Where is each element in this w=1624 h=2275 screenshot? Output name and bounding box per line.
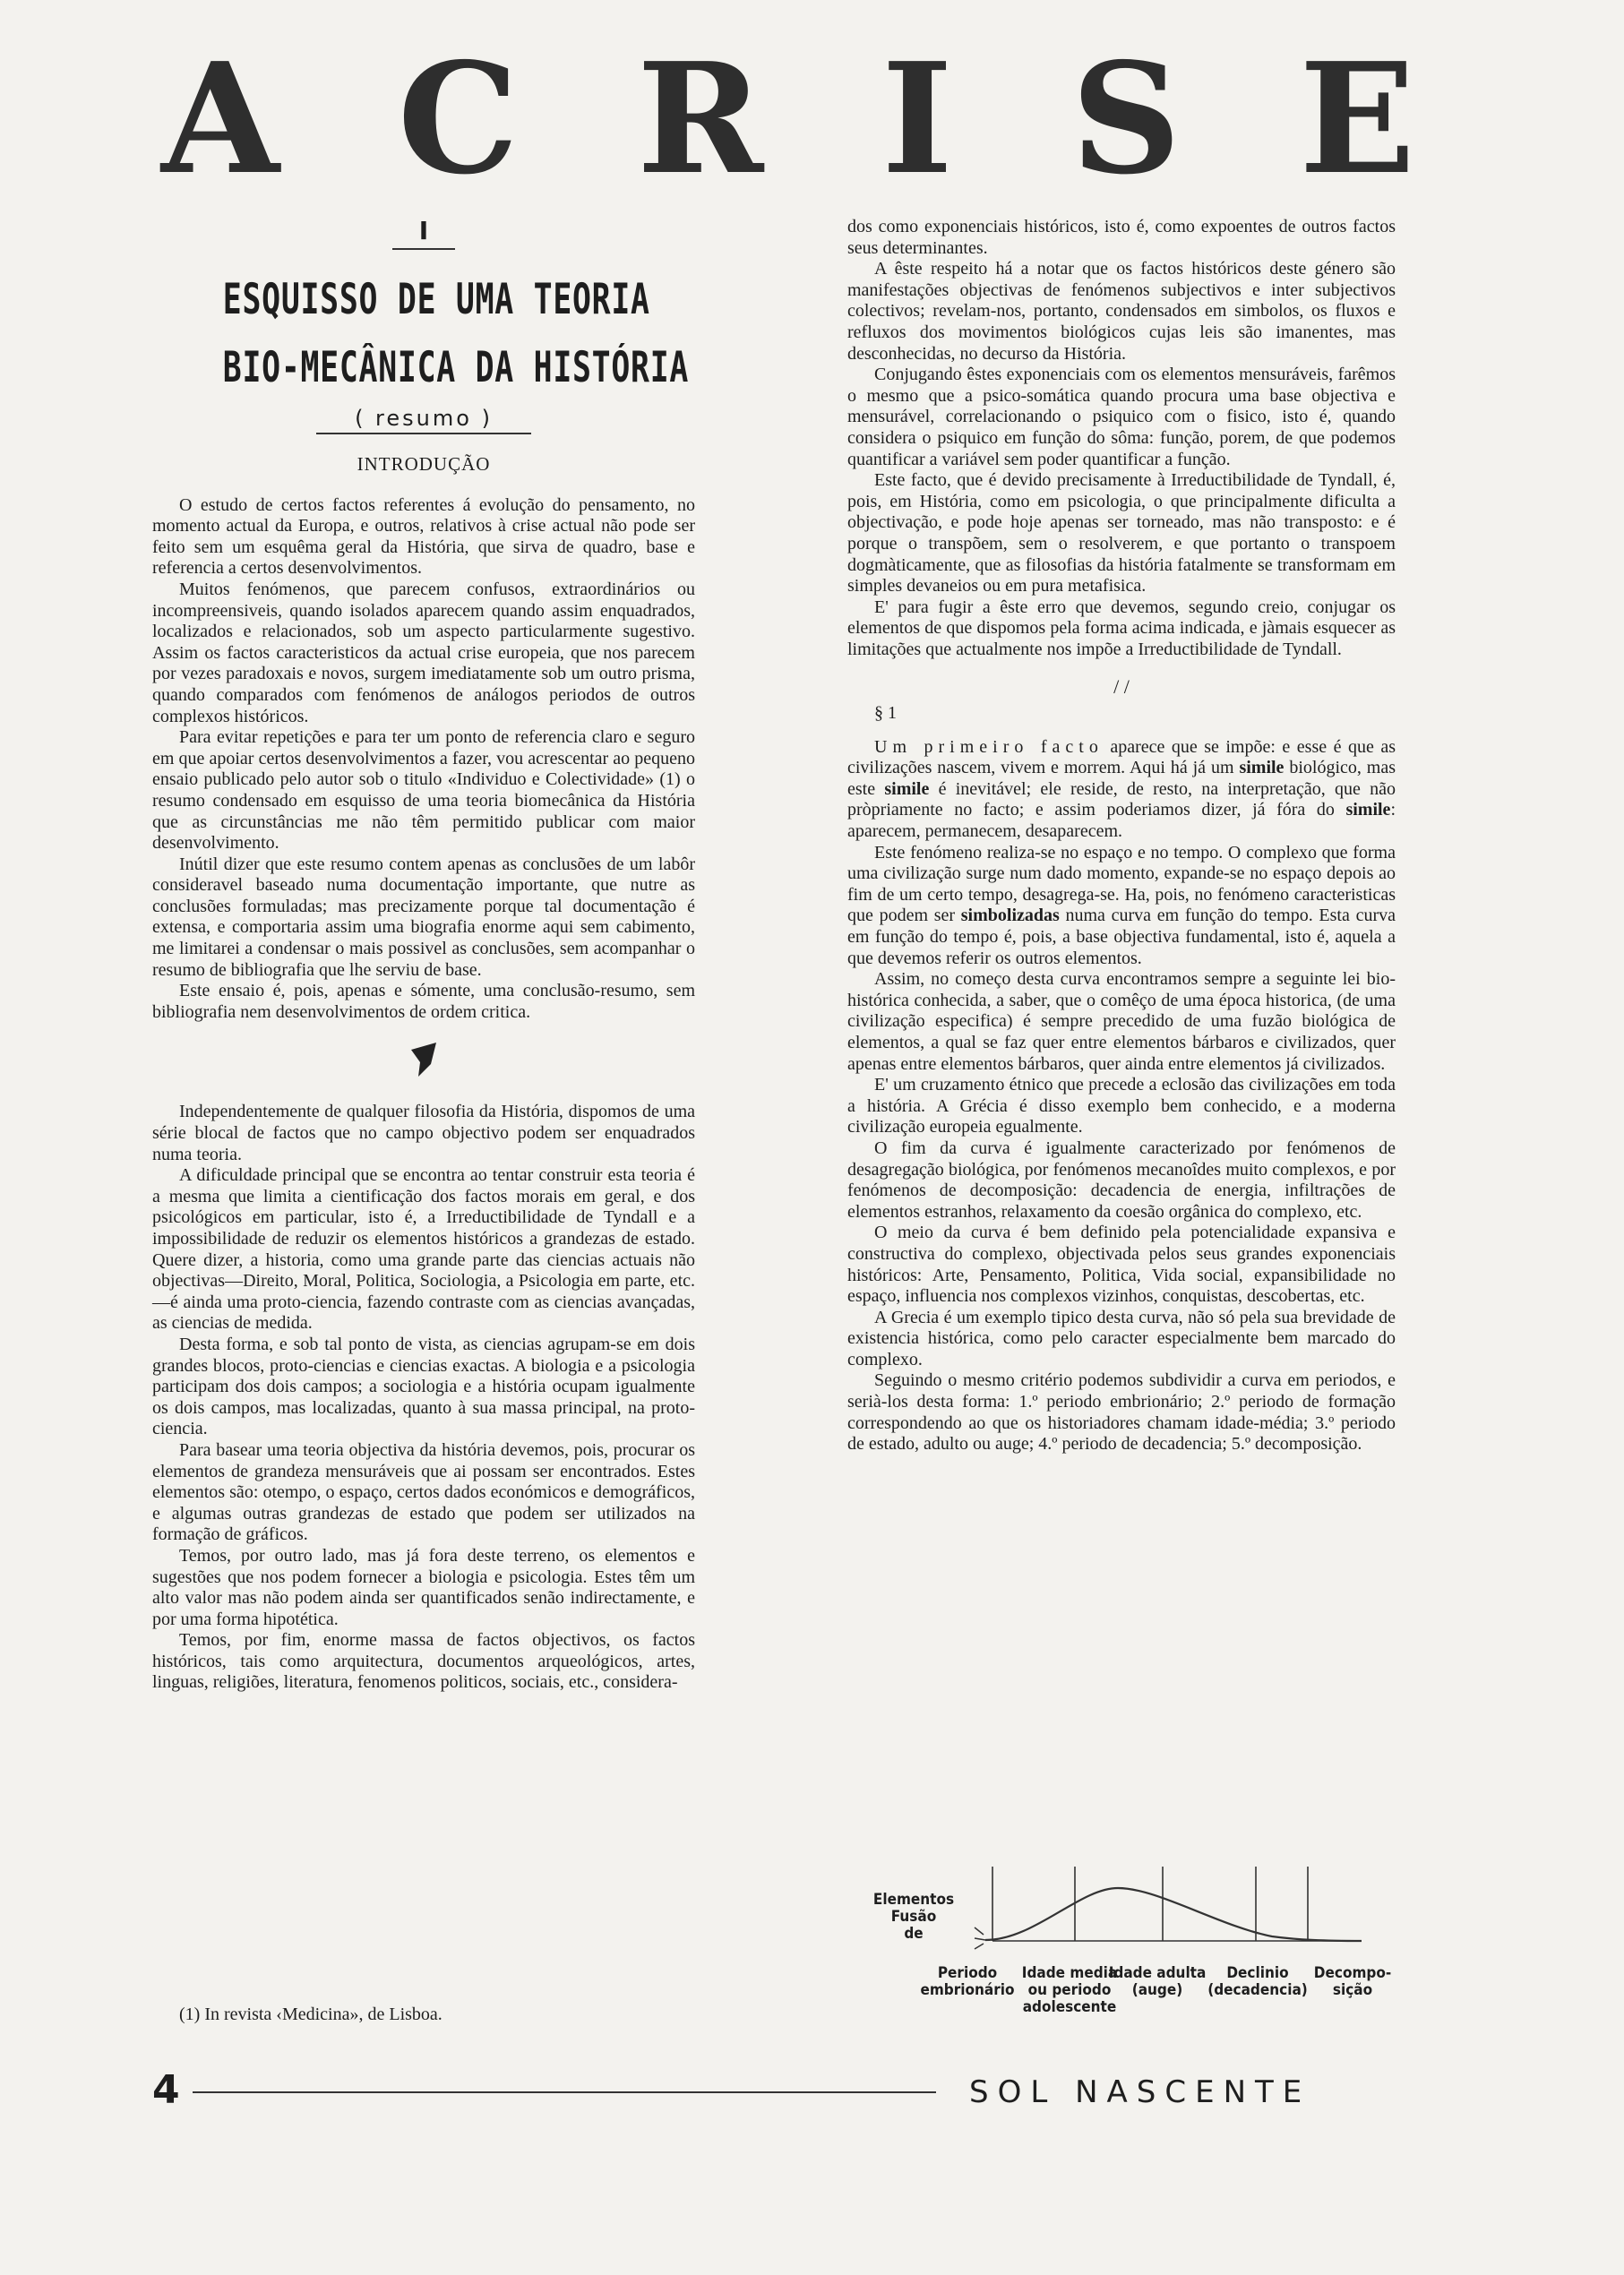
paragraph: Temos, por outro lado, mas já fora deste terreno, os elementos e sugestões que nos podem fornecer a biologia e psicologia. Estes têm um alto valor mas não podem ainda ser quantificados senão indirectamente, e por uma forma hipotética. bbox=[152, 1545, 695, 1629]
paragraph: Conjugando êstes exponenciais com os elementos mensuráveis, farêmos o mesmo que a psico-somática quando procura uma base objectiva e mensurável, correlacionando o psiquico com o fisico, isto é, quando considera o psiquico em função do sôma: função, porem, de que podemos quantificar a variável sem poder quantificar a função. bbox=[847, 365, 1396, 469]
paragraph: Muitos fenómenos, que parecem confusos, extraordinários ou incompreensiveis, quando isolados aparecem quando assim enquadrados, localizados e relacionados, sob um aspecto particularmente sugestivo. Assim os factos caracteristicos da actual crise europeia, que nos parecem por vezes paradoxais e novos, surgem imediatamente sob um outro prisma, quando comparados com fenómenos de análogos periodos de outros complexos históricos. bbox=[152, 579, 695, 726]
paragraph: Para basear uma teoria objectiva da história devemos, pois, procurar os elementos de grandeza mensuráveis que ai possam ser encontrados. Estes elementos são: otempo, o espaço, certos dados económicos e demográficos, e algumas outras grandezas de estado que podem ser utilizados na formação de gráficos. bbox=[152, 1439, 695, 1545]
period-label-embrionario bbox=[914, 1965, 1021, 1999]
paragraph: Inútil dizer que este resumo contem apenas as conclusões de um labôr consideravel baseado numa documentação importante, que nutre as conclusões formuladas; mas precizamente porque tal documentação é extensa, e comportaria assim uma biografia enorme aqui sem cabimento, me limitarei a condensar o mais possivel as conclusões, sem acompanhar o resumo de bibliografia que lhe serviu de base. bbox=[152, 854, 695, 980]
masthead-letter: S bbox=[1070, 30, 1181, 209]
paragraph: Independentemente de qualquer filosofia da História, dispomos de uma série blocal de factos que no campo objectivo podem ser enquadrados numa teoria. bbox=[152, 1102, 695, 1164]
paragraph: Assim, no começo desta curva encontramos sempre a seguinte lei bio-histórica conhecida, a saber, que o comêço de uma época historica, (de uma civilização especifica) é sempre precedido de uma fuzão biológica de elementos, a qual se faz quer entre elementos bárbaros e civilizados, quer apenas entre elementos bárbaros, quer ainda entre elementos já civilizados. bbox=[847, 969, 1396, 1074]
text-run: : aparecem, permanecem, desaparecem. bbox=[847, 800, 1396, 842]
article-title-line2: BIO-MECÂNICA DA HISTÓRIA bbox=[222, 343, 690, 392]
paragraph: Este facto, que é devido precisamente à Irreductibilidade de Tyndall, é, pois, em História, como em psicologia, o que principalmente dificulta a objectivação, e pode hoje apenas ser torneado, mas não transposto: e é porque o transpõem, sem o resolverem, e que portanto o transpoem dogmàticamente, que as filosofias da história fatalmente se transformam em simples devaneios ou em pura metafisica. bbox=[847, 470, 1396, 597]
masthead-letter: R bbox=[637, 30, 764, 209]
paragraph bbox=[847, 737, 1396, 843]
period-label-idade-adulta bbox=[1104, 1965, 1211, 1999]
label-line: adolescente bbox=[1022, 1998, 1117, 2016]
paragraph: A Grecia é um exemplo tipico desta curva, não só pela sua brevidade de existencia histórica, como pelo caracter especialmente bem marcado do complexo. bbox=[847, 1307, 1396, 1369]
label-line: embrionário bbox=[920, 1981, 1015, 1999]
subtitle-rule bbox=[316, 433, 531, 434]
paragraph: A êste respeito há a notar que os factos históricos deste género são manifestações objectivas de fenómenos subjectivos e inter subjectivos colectivos; revelam-nos, portanto, condensados em simbolos, os fluxos e refluxos dos movimentos biológicos cujas leis são imanentes, mas desconhecidas, no decurso da História. bbox=[847, 259, 1396, 364]
fusion-label bbox=[871, 1892, 957, 1943]
paragraph: Seguindo o mesmo critério podemos subdividir a curva em periodos, e serià-los desta forma: 1.º periodo embrionário; 2.º periodo de formação correspondendo ao que os historiadores chamam idade-média; 3.º periodo de estado, adulto ou auge; 4.º periodo de decadencia; 5.º decomposição. bbox=[847, 1370, 1396, 1455]
label-line: Periodo bbox=[937, 1964, 998, 1982]
curve-graphic bbox=[878, 1856, 1397, 2035]
right-column bbox=[847, 217, 1396, 1455]
paragraph: Para evitar repetições e para ter um ponto de referencia claro e seguro em que apoiar certos desenvolvimentos a fazer, vou acrescentar ao pequeno ensaio publicado pelo autor sob o titulo «Individuo e Colectividade» (1) o resumo condensado em esquisso de uma teoria biomecânica da História que as circunstâncias me não têm permitido publicar com maior desenvolvimento. bbox=[152, 727, 695, 854]
footer-rule bbox=[193, 2091, 936, 2093]
paragraph: E' um cruzamento étnico que precede a eclosão das civilizações em toda a história. A Grécia é disso exemplo bem conhecido, e a moderna civilização europeia egualmente. bbox=[847, 1075, 1396, 1138]
intro-heading: INTRODUÇÃO bbox=[357, 453, 491, 475]
spaced-emphasis: Um primeiro facto bbox=[874, 736, 1104, 757]
footnote: (1) In revista ‹Medicina», de Lisboa. bbox=[179, 2005, 443, 2024]
label-line: Idade media bbox=[1021, 1964, 1118, 1982]
label-line: Declinio bbox=[1226, 1964, 1289, 1982]
text-run: aparece que se impõe: e esse é que as civilizações nascem, vivem e morrem. Aqui há já um bbox=[847, 736, 1396, 778]
bold-term: simile bbox=[1239, 758, 1285, 778]
bold-term: simile bbox=[884, 778, 930, 799]
label-line: (decadencia) bbox=[1207, 1981, 1308, 1999]
label-line: Decompo- bbox=[1313, 1964, 1392, 1982]
paragraph bbox=[847, 843, 1396, 970]
label-line: sição bbox=[1332, 1981, 1373, 1999]
label-line: (auge) bbox=[1131, 1981, 1183, 1999]
civilization-curve bbox=[985, 1888, 1362, 1941]
text-run: numa curva em função do tempo. Esta curva em função do tempo é, pois, a base objectiva fundamental, isto é, aquela a que devemos referir os outros elementos. bbox=[847, 906, 1396, 968]
period-label-declinio bbox=[1204, 1965, 1311, 1999]
paragraph: O fim da curva é igualmente caracterizado por fenómenos de desagregação biológica, por fenómenos mecanoîdes muito complexos, e por fenómenos de decomposição: decadencia de energia, infiltrações de elementos estranhos, relaxamento da coesão orgânica do complexo, etc. bbox=[847, 1138, 1396, 1222]
paragraph: O meio da curva é bem definido pela potencialidade expansiva e constructiva do complexo, objectivada pelos seus grandes exponenciais históricos: Arte, Pensamento, Politica, Vida social, expansibilidade no espaço, influencia nos complexos vizinhos, conquistas, descobertas, etc. bbox=[847, 1223, 1396, 1307]
text-run: é inevitável; ele reside, de resto, na interpretação, que não pròpriamente no facto; e assim poderiamos dizer, já fóra do bbox=[847, 778, 1396, 820]
paragraph: A dificuldade principal que se encontra ao tentar construir esta teoria é a mesma que limita a cientificação dos factos morais em geral, e dos psicológicos em particular, isto é, a Irreductibilidade de Tyndall e a impossibilidade de reduzir os elementos históricos a grandezas de estado. Quere dizer, a historia, como uma grande parte das ciencias actuais não objectivas—Direito, Moral, Politica, Sociologia, a Psicologia em parte, etc.—é ainda uma proto-ciencia, fazendo contraste com as ciencias avançadas, as ciencias de medida. bbox=[152, 1165, 695, 1334]
section-number: § 1 bbox=[874, 703, 897, 724]
label-line: ou periodo bbox=[1027, 1981, 1112, 1999]
chapter-rule bbox=[392, 248, 455, 250]
masthead-letter: C bbox=[397, 30, 520, 209]
label-line: de bbox=[904, 1925, 924, 1943]
label-line: Fusão bbox=[890, 1908, 937, 1926]
page-number: 4 bbox=[152, 2067, 180, 2113]
article-subtitle: ( resumo ) bbox=[355, 406, 493, 431]
bold-term: simile bbox=[1345, 800, 1391, 820]
bold-term: simbolizadas bbox=[960, 906, 1060, 926]
paragraph: dos como exponenciais históricos, isto é, como expoentes de outros factos seus determinantes. bbox=[847, 217, 1396, 258]
label-line: Idade adulta bbox=[1108, 1964, 1207, 1982]
civilization-curve-diagram bbox=[872, 1856, 1397, 2035]
section-break-marks: / / bbox=[1113, 675, 1130, 699]
masthead-title bbox=[161, 30, 1415, 209]
paragraph: Temos, por fim, enorme massa de factos objectivos, os factos históricos, tais como arquitectura, documentos arqueológicos, artes, linguas, religiões, literatura, fenomenos politicos, sociais, etc., considera- bbox=[152, 1630, 695, 1693]
label-line: Elementos bbox=[872, 1891, 955, 1909]
paragraph: Este ensaio é, pois, apenas e sómente, uma conclusão-resumo, sem bibliografia nem desenvolvimentos de ordem critica. bbox=[152, 981, 695, 1022]
paragraph: O estudo de certos factos referentes á evolução do pensamento, no momento actual da Europa, e outros, relativos à crise actual não pode ser feito sem um esquêma geral da História, que sirva de quadro, base e referencia a certos desenvolvimentos. bbox=[152, 494, 695, 579]
article-title-line1: ESQUISSO DE UMA TEORIA bbox=[222, 275, 650, 324]
fusion-arrows bbox=[975, 1927, 985, 1949]
chapter-number: I bbox=[418, 216, 429, 245]
ornament-icon bbox=[152, 1041, 695, 1078]
period-label-decomposicao bbox=[1310, 1965, 1396, 1999]
masthead-letter: E bbox=[1299, 30, 1415, 209]
masthead-letter: I bbox=[881, 30, 953, 209]
text-run: biológico, mas este bbox=[847, 758, 1396, 799]
publication-name: SOL NASCENTE bbox=[969, 2074, 1311, 2110]
text-run: Este fenómeno realiza-se no espaço e no tempo. O complexo que forma uma civilização surge num dado momento, expande-se no espaço depois ao fim de um certo tempo, desagrega-se. Ha, pois, no fenómeno caracteristicas que podem ser bbox=[847, 842, 1396, 926]
left-column bbox=[152, 210, 695, 1694]
masthead-letter: A bbox=[161, 30, 279, 209]
paragraph: E' para fugir a êste erro que devemos, segundo creio, conjugar os elementos de que dispomos pela forma acima indicada, e jàmais esquecer as limitações que actualmente nos impõe a Irreductibilidade de Tyndall. bbox=[847, 597, 1396, 659]
paragraph: Desta forma, e sob tal ponto de vista, as ciencias agrupam-se em dois grandes blocos, proto-ciencias e ciencias exactas. A biologia e a psicologia participam dos dois campos; a sociologia e a história ocupam igualmente os dois campos, mas localizadas, quanto à sua massa principal, na proto-ciencia. bbox=[152, 1334, 695, 1439]
